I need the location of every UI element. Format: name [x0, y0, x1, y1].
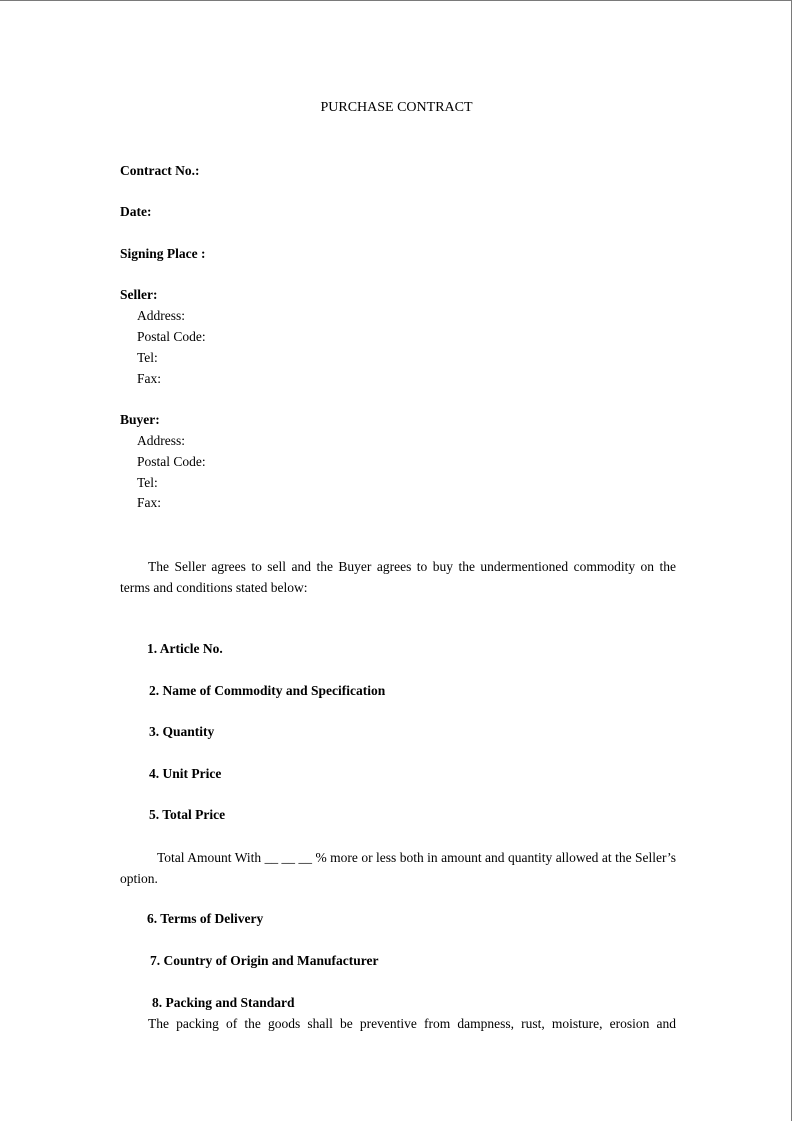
signing-place-label: Signing Place : [120, 246, 206, 261]
buyer-heading: Buyer: [120, 412, 160, 427]
clause-5-heading: 5. Total Price [149, 807, 226, 822]
date-label: Date: [120, 204, 152, 219]
contract-title: PURCHASE CONTRACT [320, 100, 473, 115]
buyer-fax-label: Fax: [137, 495, 162, 510]
buyer-address-label: Address: [137, 433, 185, 448]
clause-1-heading: 1. Article No. [147, 641, 223, 656]
seller-tel-label: Tel: [137, 350, 158, 365]
seller-heading: Seller: [120, 287, 158, 302]
packing-paragraph: The packing of the goods shall be preventive from dampness, rust, moisture, erosion and [148, 1016, 676, 1031]
clause-8-heading: 8. Packing and Standard [152, 995, 295, 1010]
contract-no-label: Contract No.: [120, 163, 200, 178]
total-amount-note: Total Amount With __ __ __ % more or less both in amount and quantity allowed at the Seller’s option. [120, 850, 676, 886]
clause-3-heading: 3. Quantity [149, 724, 215, 739]
buyer-tel-label: Tel: [137, 475, 158, 490]
clause-7-heading: 7. Country of Origin and Manufacturer [150, 953, 379, 968]
clause-2-heading: 2. Name of Commodity and Specification [149, 683, 386, 698]
clause-6-heading: 6. Terms of Delivery [147, 911, 264, 926]
intro-paragraph: The Seller agrees to sell and the Buyer agrees to buy the undermentioned commodity on the terms and conditions stated below: [120, 559, 676, 595]
seller-postal-code-label: Postal Code: [137, 329, 206, 344]
seller-fax-label: Fax: [137, 371, 162, 386]
seller-address-label: Address: [137, 308, 185, 323]
buyer-postal-code-label: Postal Code: [137, 454, 206, 469]
clause-4-heading: 4. Unit Price [149, 766, 222, 781]
